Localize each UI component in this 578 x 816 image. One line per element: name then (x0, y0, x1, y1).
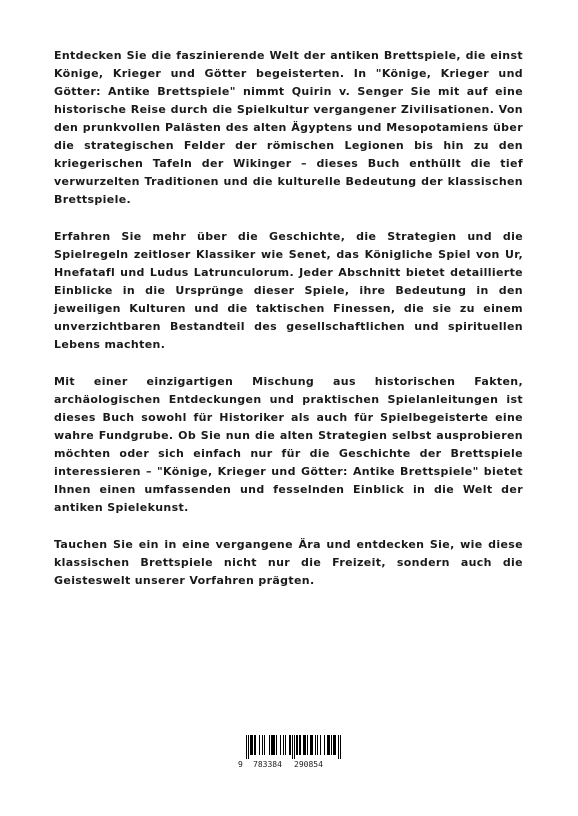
barcode-bar (251, 735, 252, 755)
barcode-bar (307, 735, 308, 755)
barcode-bar (334, 735, 335, 755)
barcode-bar (272, 735, 273, 755)
barcode-bar (274, 735, 275, 755)
barcode-bar (246, 735, 247, 759)
barcode-bar (289, 735, 290, 755)
barcode-bar (285, 735, 286, 755)
barcode-bar (252, 735, 253, 755)
barcode-bar (328, 735, 329, 755)
barcode-bar (324, 735, 325, 755)
barcode-bar (254, 735, 255, 755)
barcode-bar (340, 735, 341, 759)
barcode-bar (271, 735, 272, 755)
barcode-bar (262, 735, 263, 755)
paragraph-3: Mit einer einzigartigen Mischung aus historischen Fakten, archäologischen Entdeckungen und praktischen Spielanleitungen ist dieses Buch sowohl für Historiker als auch für Spielbegeisterte eine wahre Fundgrube. Ob Sie nun die alten Strategien selbst ausprobieren möchten oder sich einfach nur für die Geschichte der Brettspiele interessieren – "Könige, Krieger und Götter: Antike Brettspiele" bietet Ihnen einen umfassenden und fesselnden Einblick in die Welt der antiken Spielekunst. (54, 375, 523, 514)
barcode-bar (292, 735, 293, 759)
barcode-bar (250, 735, 251, 755)
barcode-bars-icon (236, 735, 342, 759)
barcode-bar (338, 735, 339, 759)
barcode-bar (310, 735, 311, 755)
barcode-bar (283, 735, 284, 755)
paragraph-1: Entdecken Sie die faszinierende Welt der antiken Brettspiele, die einst Könige, Krieger und Götter begeisterten. In "Könige, Krieger und Götter: Antike Brettspiele" nimmt Quirin v. Senger Sie mit auf eine historische Reise durch die Spielkultur vergangener Zivilisationen. Von den prunkvollen Palästen des alten Ägyptens und Mesopotamiens über die strategischen Felder der römischen Legionen bis hin zu den kriegerischen Tafeln der Wikinger – dieses Buch enthüllt die tief verwurzelten Traditionen und die kulturelle Bedeutung der klassischen Brettspiele. (54, 49, 523, 206)
barcode-bar (248, 735, 249, 759)
barcode-bar (297, 735, 298, 755)
barcode-bar (264, 735, 265, 755)
barcode-bar (333, 735, 334, 755)
blurb-text (54, 47, 523, 609)
barcode-bar (315, 735, 316, 755)
barcode-bar (290, 735, 291, 755)
paragraph-2: Erfahren Sie mehr über die Geschichte, die Strategien und die Spielregeln zeitloser Klassiker wie Senet, das Königliche Spiel von Ur, Hnefatafl und Ludus Latrunculorum. Jeder Abschnitt bietet detaillierte Einblicke in die Ursprünge dieser Spiele, ihre Bedeutung in den jeweiligen Kulturen und die taktischen Finessen, die sie zu einem unverzichtbaren Bestandteil des gesellschaftlichen und spirituellen Lebens machten. (54, 230, 523, 351)
barcode-bar (303, 735, 304, 755)
barcode-bar (259, 735, 260, 755)
paragraph-4: Tauchen Sie ein in eine vergangene Ära und entdecken Sie, wie diese klassischen Brettspiele nicht nur die Freizeit, sondern auch die Geisteswelt unserer Vorfahren prägten. (54, 538, 523, 587)
barcode-bar (299, 735, 300, 755)
isbn-left-group: 783384 (253, 760, 282, 769)
barcode-bar (335, 735, 336, 755)
barcode-bar (300, 735, 301, 755)
isbn-first-digit: 9 (238, 760, 243, 769)
isbn-right-group: 290854 (294, 760, 323, 769)
barcode-bar (311, 735, 312, 755)
barcode-bar (276, 735, 277, 755)
barcode-bar (327, 735, 328, 755)
barcode-bar (255, 735, 256, 755)
barcode-bar (317, 735, 318, 755)
barcode-bar (329, 735, 330, 755)
barcode-bar (331, 735, 332, 755)
barcode-bar (296, 735, 297, 755)
barcode-bar (294, 735, 295, 759)
barcode-bar (320, 735, 321, 755)
isbn-number (236, 759, 342, 771)
barcode-bar (280, 735, 281, 755)
isbn-barcode (236, 735, 342, 771)
barcode-bar (305, 735, 306, 755)
barcode-bar (312, 735, 313, 755)
barcode-bar (273, 735, 274, 755)
barcode-bar (269, 735, 270, 755)
barcode-bar (304, 735, 305, 755)
